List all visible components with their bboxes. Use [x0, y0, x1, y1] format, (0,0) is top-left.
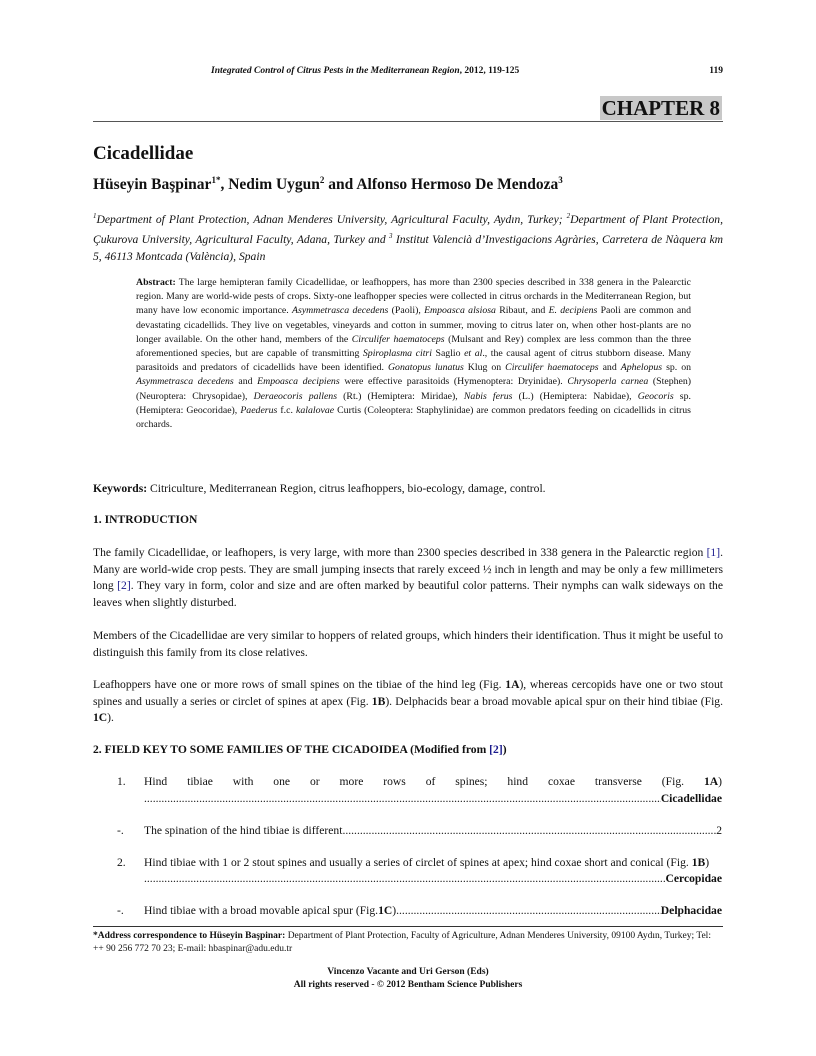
- species-name: Circulifer haematoceps: [351, 333, 445, 345]
- figure-ref: 1C: [93, 711, 108, 725]
- citation-link[interactable]: [2]: [117, 579, 131, 593]
- key-result: Cercopidae: [665, 872, 722, 885]
- author: Nedim Uygun$^2$ and: [228, 175, 357, 194]
- species-name: Empoasca decipiens: [257, 376, 340, 388]
- key-result: Delphacidae: [660, 904, 722, 917]
- author: Alfonso Hermoso De Mendoza$^3$: [356, 175, 563, 194]
- species-name: Deraeocoris pallens: [253, 390, 338, 402]
- section-heading-introduction: 1. INTRODUCTION: [93, 513, 198, 526]
- text-run: ., the causal agent of citrus stubborn disease. Many parasitoids and predators of cicadellids have been identified.: [136, 348, 692, 374]
- species-name: Nabis ferus: [463, 390, 513, 402]
- text-run: Curtis (Coleoptera: Staphylinidae) are common predators feeding on cicadellids in citrus orchards.: [136, 404, 691, 431]
- copyright: All rights reserved - © 2012 Bentham Science Publishers: [293, 979, 523, 990]
- text-run: Ribaut, and: [495, 305, 549, 317]
- species-name: Chrysoperla carnea: [567, 376, 649, 388]
- footnote-divider: [93, 926, 723, 927]
- paragraph: Members of the Cicadellidae are very similar to hoppers of related groups, which hinders their identification. Thus it might be useful to distinguish this family from its close relatives.: [93, 629, 723, 659]
- key-result: Cicadellidae: [660, 791, 722, 805]
- figure-ref: 1B: [371, 694, 386, 708]
- author: Hüseyin Başpinar$^{1*}$,: [93, 175, 229, 194]
- abstract-body: [136, 277, 691, 430]
- journal-title: Integrated Control of Citrus Pests in the Mediterranean Region, 2012, 119-125: [211, 66, 520, 76]
- species-name: Circulifer haematoceps: [505, 362, 599, 374]
- text-run: were effective parasitoids (Hymenoptera: Dryinidae).: [339, 376, 568, 388]
- text-run: and: [598, 362, 621, 374]
- abstract: [136, 276, 691, 432]
- chapter-divider: [93, 121, 723, 122]
- citation-link[interactable]: [1]: [706, 546, 721, 559]
- text-run: ), whereas cercopids have one or two stout spines and usually a series or circlet of spines at apex (Fig.: [93, 678, 724, 708]
- text-run: . They vary in form, color and size and are often marked by beautiful color patterns. Their nymphs can walk sideways on the leaves when slightly disturbed.: [93, 579, 723, 609]
- text-run: Saglio: [431, 348, 465, 360]
- section-heading-field-key: 2. FIELD KEY TO SOME FAMILIES OF THE CICADOIDEA (Modified from [2]): [93, 743, 507, 756]
- species-name: Spiroplasma citri: [362, 348, 432, 360]
- correspondence-footnote: *Address correspondence to Hüseyin Başpinar: Department of Plant Protection, Faculty of Agriculture, Adnan Menderes University, 09100 Aydın, Turkey; Tel: ++ 90 256 772 70 23; E-mail: hbaspinar@adu.edu.tr: [93, 931, 711, 954]
- species-name: Asymmetrasca decedens: [292, 305, 389, 317]
- text-run: sp. (Hemiptera: Geocoridae),: [136, 390, 691, 416]
- text-run: (Mulsant and Rey) complex are less common than the three aforementioned species, but are capable of transmitting: [136, 333, 691, 360]
- text-run: (Rt.) (Hemiptera: Miridae),: [337, 390, 464, 402]
- abstract-label: Abstract:: [136, 277, 176, 288]
- publisher-footer: [93, 966, 723, 991]
- text-run: (L.) (Hemiptera: Nabidae),: [512, 390, 638, 402]
- chapter-title: Cicadellidae: [93, 143, 194, 164]
- species-name: Gonatopus lunatus: [387, 362, 464, 374]
- text-run: Klug on: [463, 362, 506, 374]
- chapter-label: CHAPTER 8: [601, 96, 720, 120]
- species-name: et al: [464, 348, 483, 360]
- text-run: The large hemipteran family Cicadellidae, or leafhoppers, has more than 2300 species described in 338 genera in the Palearctic region. Many are world-wide pests of crops. Sixty-one leafhopper species were collected in citrus orchards in the Mediterranean Region, but many have low economic importance.: [136, 277, 691, 317]
- key-result: 2: [716, 824, 722, 837]
- species-name: E. decipiens: [548, 305, 598, 317]
- text-run: ).: [107, 711, 114, 725]
- text-run: f.c.: [277, 404, 296, 416]
- editors: Vincenzo Vacante and Uri Gerson (Eds): [327, 967, 489, 977]
- text-run: Leafhoppers have one or more rows of small spines on the tibiae of the hind leg (Fig.: [93, 678, 506, 691]
- species-name: Geocoris: [637, 390, 674, 402]
- species-name: Paederus: [240, 404, 278, 416]
- affiliations: $^1$Department of Plant Protection, Adnan Menderes University, Agricultural Faculty, Aydın, Turkey; $^2$Department of Plant Protection, Çukurova University, Agricultural Faculty, Adana, Turkey and $^3$ Institut Valencià d’Investigacions Agràries, Carretera de Nàquera km 5, 46113 Montcada (València), Spain: [93, 212, 723, 263]
- species-name: Empoasca alsiosa: [424, 305, 496, 317]
- text-run: and: [233, 376, 258, 388]
- text-run: ). Delphacids bear a broad movable apical spur on their hind tibiae (Fig.: [385, 694, 723, 708]
- text-run: . Many are world-wide crop pests. They are small jumping insects that rarely exceed ½ inch in length and may be only a few millimeters long: [93, 546, 723, 593]
- text-run: sp. on: [662, 362, 692, 374]
- species-name: kalalovae: [295, 404, 335, 416]
- species-name: Aphelopus: [620, 362, 663, 374]
- paragraph: [93, 545, 723, 611]
- figure-ref: 1A: [505, 678, 520, 691]
- page-number: 119: [709, 66, 723, 76]
- text-run: (Paoli),: [388, 305, 425, 317]
- keywords: Keywords: Citriculture, Mediterranean Region, citrus leafhoppers, bio-ecology, damage, control.: [93, 482, 546, 495]
- citation-link[interactable]: [2]: [489, 743, 503, 756]
- paragraph: [93, 677, 723, 727]
- text-run: (Stephen) (Neuroptera: Chrysopidae),: [136, 376, 691, 402]
- species-name: Asymmetrasca decedens: [136, 376, 234, 388]
- text-run: Paoli are common and devastating cicadellids. They live on vegetables, vineyards and cotton in summer, moving to citrus later on, when other host-plants are no longer available. On the other hand, members of the: [136, 305, 691, 345]
- text-run: The family Cicadellidae, or leafhopers, is very large, with more than 2300 species described in 338 genera in the Palearctic region: [93, 546, 707, 559]
- author-list: [93, 175, 563, 194]
